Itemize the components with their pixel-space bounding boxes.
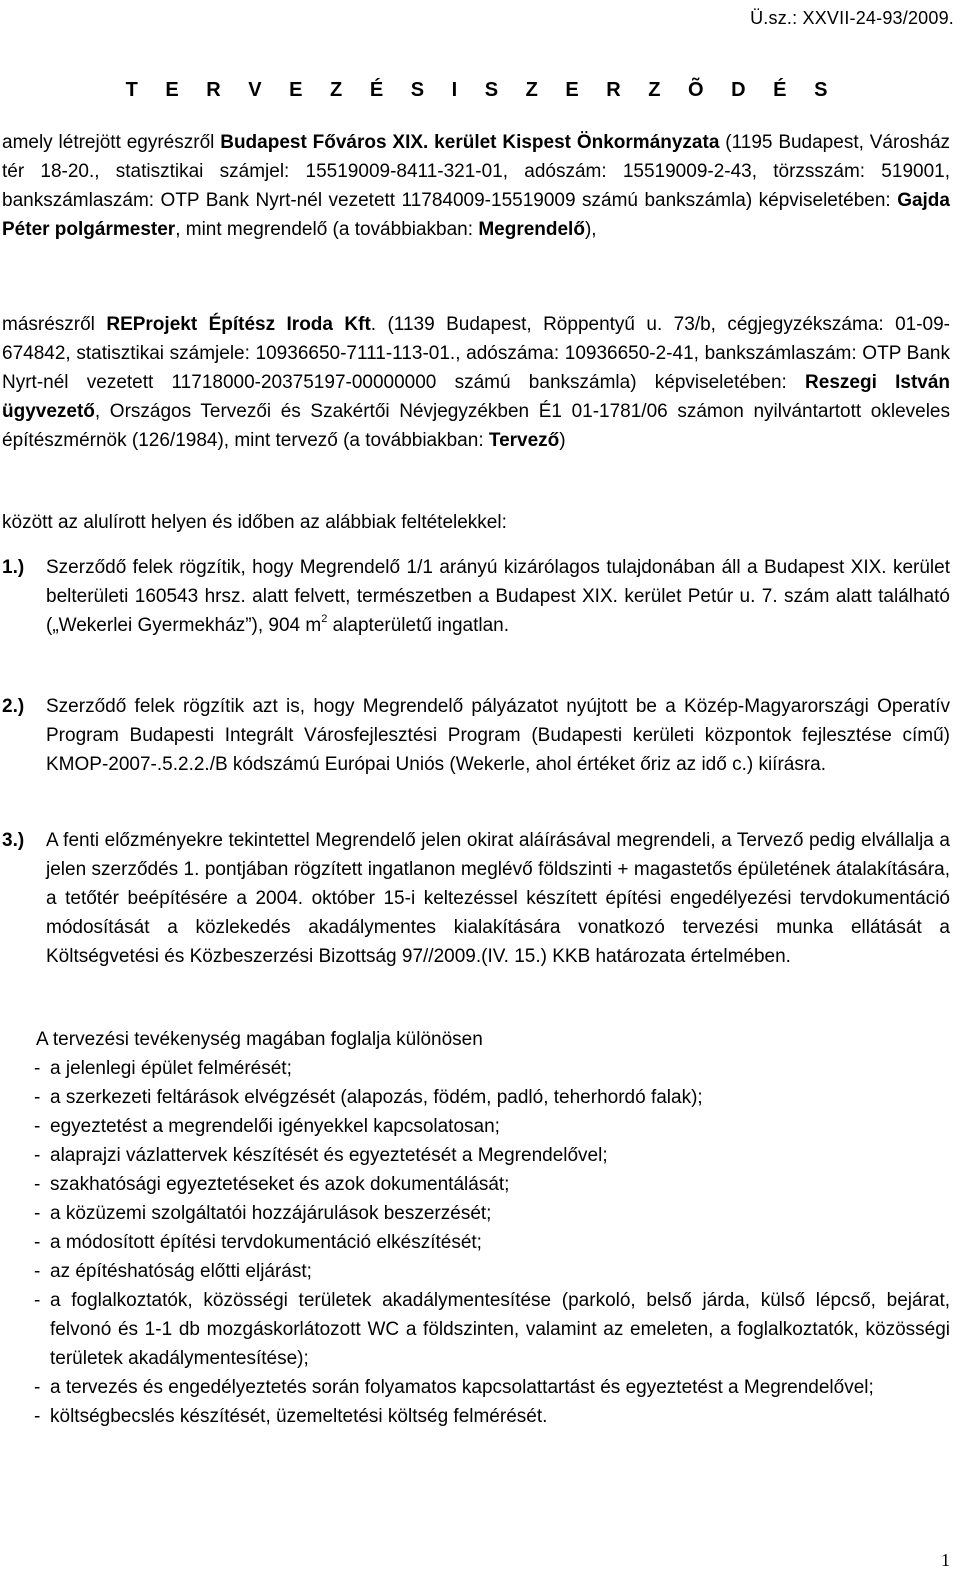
list-item: - az építéshatóság előtti eljárást; [34,1261,312,1282]
list-item: - egyeztetést a megrendelői igényekkel kapcsolatosan; [34,1116,500,1137]
party-one-paragraph: amely létrejött egyrészről Budapest Főváros XIX. kerület Kispest Önkormányzata (1195 Budapest, Városház tér 18-20., statisztikai számjel: 15519009-8411-321-01, adószám: 15519009-2-43, törzsszám: 519001, bankszámlaszám: OTP Bank Nyrt-nél vezetett 11784009-15519009 számú bankszámla) képviseletében: Gajda Péter polgármester, mint megrendelő (a továbbiakban: Megrendelő), [2,132,951,240]
page-number: 1 [941,1550,950,1570]
clause-number: 2.) [2,696,25,717]
clause-text: A fenti előzményekre tekintettel Megrendelő jelen okirat aláírásával megrendeli, a Tervező pedig elvállalja a jelen szerződés 1. pontjában rögzített ingatlanon meglévő földszinti + magastetős épületének átalakítására, a tetőtér beépítésére a 2004. október 15-i keltezéssel készített építési engedélyezési tervdokumentáció módosítását a közlekedés akadálymentes kialakítására vonatkozó tervezési munka ellátását a Költségvetési és Közbeszerzési Bizottság 97//2009.(IV. 15.) KKB határozata értelmében. [46,830,950,967]
list-item: - szakhatósági egyeztetéseket és azok dokumentálását; [34,1174,510,1195]
list-item: - a jelenlegi épület felmérését; [34,1058,292,1079]
reference-number: Ü.sz.: XXVII-24-93/2009. [750,8,954,28]
clause-3 [2,826,950,971]
list-item: - a foglalkoztatók, közösségi területek akadálymentesítése (parkoló, belső járda, külső lépcső, bejárat, felvonó és 1-1 db mozgáskorlátozott WC a földszinten, valamint az emeleten, a foglalkoztatók, közösségi területek akadálymentesítése); [34,1290,950,1369]
clause-number: 3.) [2,830,25,851]
list-item: - a módosított építési tervdokumentáció elkészítését; [34,1232,482,1253]
list-item: - a szerkezeti feltárások elvégzését (alapozás, födém, padló, teherhordó falak); [34,1087,703,1108]
clause-2 [2,692,950,779]
list-item: - alaprajzi vázlattervek készítését és egyeztetését a Megrendelővel; [34,1145,608,1166]
list-intro: A tervezési tevékenység magában foglalja különösen [36,1029,483,1050]
party-two-paragraph: másrészről REProjekt Építész Iroda Kft. (1139 Budapest, Röppentyű u. 73/b, cégjegyzékszáma: 01-09-674842, statisztikai számjele: 10936650-7111-113-01., adószáma: 10936650-2-41, bankszámlaszám: OTP Bank Nyrt-nél vezetett 11718000-20375197-00000000 számú bankszámla) képviseletében: Reszegi István ügyvezető, Országos Tervezői és Szakértői Névjegyzékben É1 01-1781/06 számon nyilvántartott okleveles építészmérnök (126/1984), mint tervező (a továbbiakban: Tervező) [2,314,951,451]
scope-list [34,1025,950,1431]
document-title: T E R V E Z É S I S Z E R Z Õ D É S [125,79,835,101]
clause-1 [2,553,950,640]
list-item: - a közüzemi szolgáltatói hozzájárulások beszerzését; [34,1203,492,1224]
between-line: között az alulírott helyen és időben az alábbiak feltételekkel: [2,512,507,533]
list-item: - költségbecslés készítését, üzemeltetési költség felmérését. [34,1406,548,1427]
clause-text: Szerződő felek rögzítik azt is, hogy Megrendelő pályázatot nyújtott be a Közép-Magyarországi Operatív Program Budapesti Integrált Városfejlesztési Program (Budapesti kerületi központok fejlesztése című) KMOP-2007-.5.2.2./B kódszámú Európai Uniós (Wekerle, ahol értéket őriz az idő c.) kiírásra. [46,696,950,775]
clause-text: Szerződő felek rögzítik, hogy Megrendelő 1/1 arányú kizárólagos tulajdonában áll a Budapest XIX. kerület belterületi 160543 hrsz. alatt felvett, természetben a Budapest XIX. kerület Petúr u. 7. szám alatt található („Wekerlei Gyermekház”), 904 $m^2$ alapterületű ingatlan. [46,557,950,636]
clause-number: 1.) [2,557,25,578]
list-item: - a tervezés és engedélyeztetés során folyamatos kapcsolattartást és egyeztetést a Megrendelővel; [34,1377,874,1398]
